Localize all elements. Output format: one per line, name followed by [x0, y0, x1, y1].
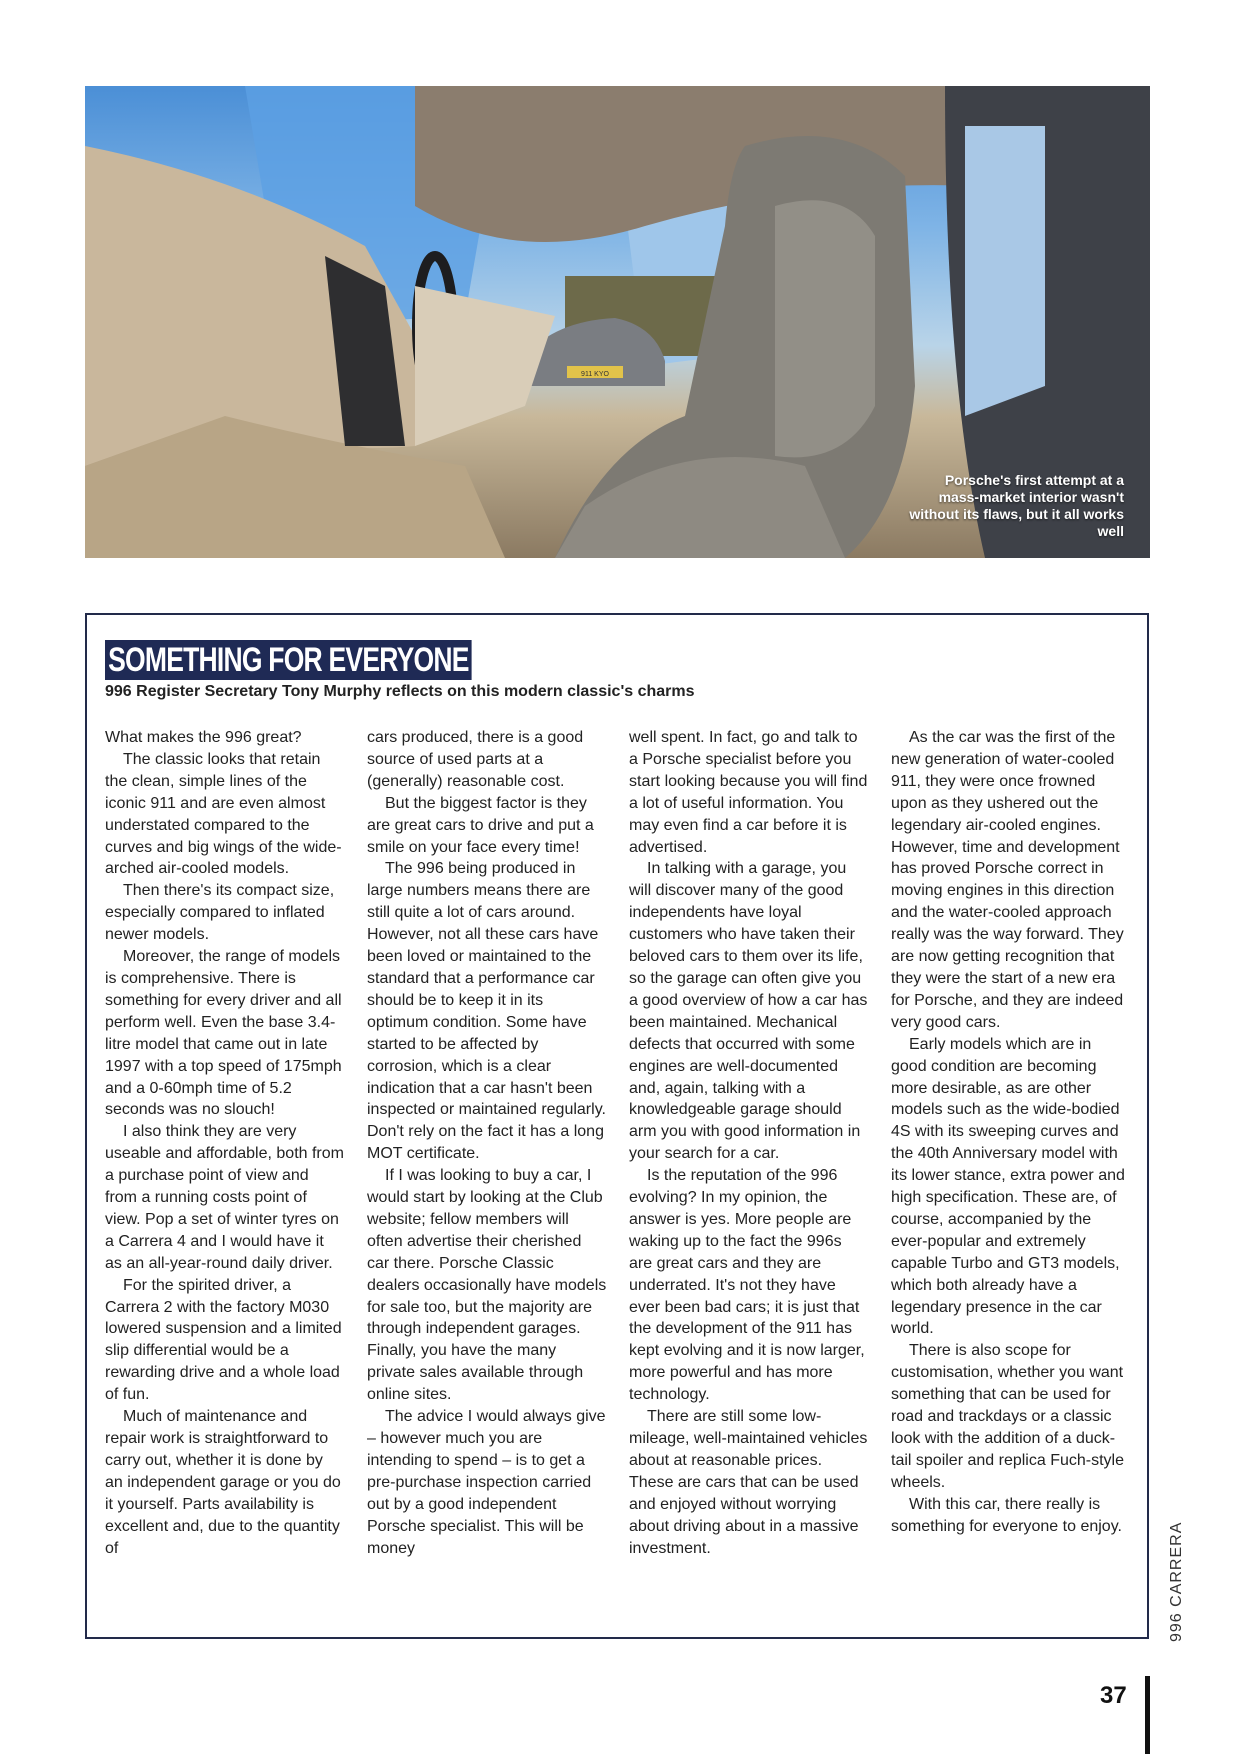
paragraph: In talking with a garage, you will discover many of the good independents have loyal customers who have taken their beloved cars to them over its life, so the garage can often give you a good overview of how a car has been maintained. Mechanical defects that occurred with some engines are well-documented and, again, talking with a knowledgeable garage should arm you with good information in your search for a car.	[629, 860, 868, 1163]
paragraph: If I was looking to buy a car, I would start by looking at the Club website; fellow members will often advertise their cherished car there. Porsche Classic dealers occasionally have models for sale too, but the majority are through independent garages. Finally, you have the many private sales available through online sites.	[367, 1167, 607, 1404]
paragraph: Then there's its compact size, especially compared to inflated newer models.	[105, 882, 335, 944]
page-number: 37	[1100, 1682, 1127, 1709]
paragraph: I also think they are very useable and affordable, both from a purchase point of view and from a running costs point of view. Pop a set of winter tyres on a Carrera 4 and I would have it as an all-year-round daily driver.	[105, 1123, 344, 1272]
article-column-3	[629, 727, 869, 1559]
paragraph: What makes the 996 great?	[105, 729, 302, 746]
article-column-2	[367, 727, 607, 1559]
paragraph: But the biggest factor is they are great cars to drive and put a smile on your face every time!	[367, 794, 594, 856]
article-headline: SOMETHING FOR EVERYONE	[105, 640, 472, 680]
hero-photo	[85, 86, 1150, 558]
paragraph: well spent. In fact, go and talk to a Porsche specialist before you start looking because you will find a lot of useful information. You may even find a car before it is advertised.	[629, 729, 868, 856]
photo-caption: Porsche's first attempt at a mass-market interior wasn't without its flaws, but it all works well	[909, 472, 1124, 539]
paragraph: As the car was the first of the new generation of water-cooled 911, they were once frowned upon as they ushered out the legendary air-cooled engines. However, time and development has proved Porsche correct in moving engines in this direction and the water-cooled approach really was the way forward. They are now getting recognition that they were the start of a new era for Porsche, and they are indeed very good cars.	[891, 729, 1124, 1031]
article-standfirst: 996 Register Secretary Tony Murphy reflects on this modern classic's charms	[105, 683, 695, 700]
paragraph: There are still some low-mileage, well-maintained vehicles about at reasonable prices. These are cars that can be used and enjoyed without worrying about driving about in a massive investment.	[629, 1408, 868, 1557]
paragraph: Much of maintenance and repair work is straightforward to carry out, whether it is done by an independent garage or you do it yourself. Parts availability is excellent and, due to the quantity of	[105, 1408, 341, 1557]
paragraph: Is the reputation of the 996 evolving? In my opinion, the answer is yes. More people are waking up to the fact the 996s are great cars and they are underrated. It's not they have ever been bad cars; it is just that the development of the 911 has kept evolving and it is now larger, more powerful and has more technology.	[629, 1167, 865, 1404]
paragraph: Moreover, the range of models is comprehensive. There is something for every driver and all perform well. Even the base 3.4-litre model that came out in late 1997 with a top speed of 175mph and a 0-60mph time of 5.2 seconds was no slouch!	[105, 948, 342, 1119]
article-column-1	[105, 727, 345, 1559]
paragraph: For the spirited driver, a Carrera 2 with the factory M030 lowered suspension and a limited slip differential would be a rewarding drive and a whole load of fun.	[105, 1276, 342, 1404]
article-column-4	[891, 727, 1131, 1538]
paragraph: With this car, there really is something for everyone to enjoy.	[891, 1495, 1122, 1535]
paragraph: The advice I would always give – however much you are intending to spend – is to get a pre-purchase inspection carried out by a good independent Porsche specialist. This will be money	[367, 1408, 606, 1557]
paragraph: cars produced, there is a good source of used parts at a (generally) reasonable cost.	[367, 729, 584, 790]
paragraph: The classic looks that retain the clean, simple lines of the iconic 911 and are even almost understated compared to the curves and big wings of the wide-arched air-cooled models.	[105, 750, 342, 878]
article-box	[85, 613, 1149, 1639]
paragraph: The 996 being produced in large numbers means there are still quite a lot of cars around. However, not all these cars have been loved or maintained to the standard that a performance car should be to keep it in its optimum condition. Some have started to be affected by corrosion, which is a clear indication that a car hasn't been inspected or maintained regularly. Don't rely on the fact it has a long MOT certificate.	[367, 860, 606, 1163]
paragraph: There is also scope for customisation, whether you want something that can be used for road and trackdays or a classic look with the addition of a duck-tail spoiler and replica Fuch-style wheels.	[891, 1342, 1124, 1491]
page-number-bar	[1145, 1676, 1150, 1754]
number-plate: 911 KYO	[581, 371, 609, 378]
paragraph: Early models which are in good condition are becoming more desirable, as are other models such as the wide-bodied 4S with its sweeping curves and the 40th Anniversary model with its lower stance, extra power and high specification. These are, of course, accompanied by the ever-popular and extremely capable Turbo and GT3 models, which both already have a legendary presence in the car world.	[891, 1035, 1125, 1338]
section-label: 996 CARRERA	[1168, 1521, 1185, 1642]
